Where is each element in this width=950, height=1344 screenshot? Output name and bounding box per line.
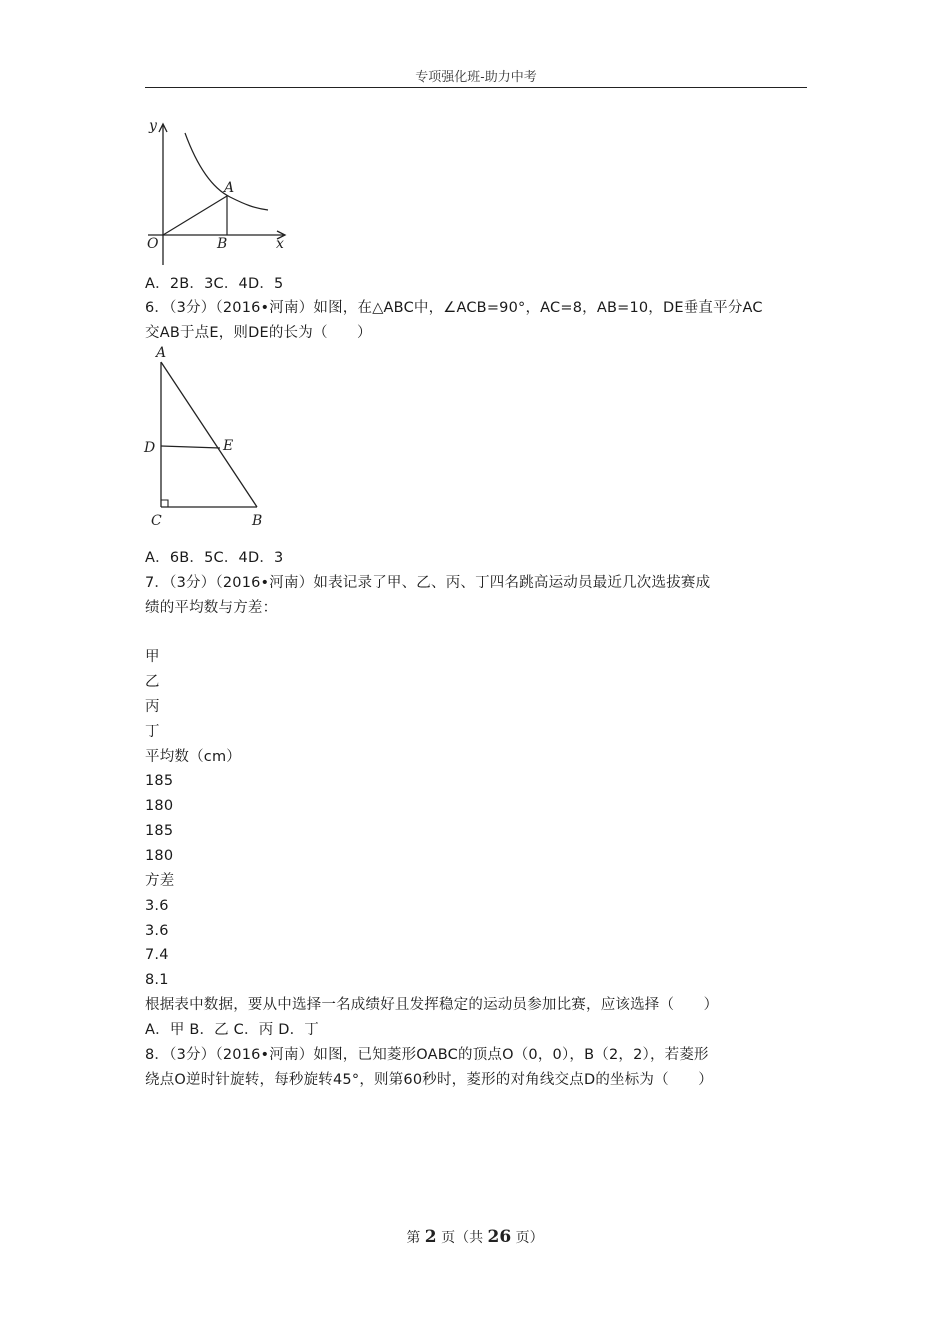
table-cell: 3.6 (145, 898, 169, 914)
table-cell: 甲 (145, 649, 160, 665)
table-cell: 180 (145, 848, 174, 864)
side-ab (161, 362, 257, 507)
table-cell: 7.4 (145, 947, 169, 963)
label-d: D (144, 440, 156, 456)
table-cell: 丙 (145, 699, 160, 715)
table-cell: 丁 (145, 724, 160, 740)
figure-triangle (140, 342, 275, 534)
table-cell: 180 (145, 798, 174, 814)
segment-de (161, 446, 220, 448)
q6-text-line2: 交AB于点E，则DE的长为（ ） (145, 325, 372, 341)
table-cell: 3.6 (145, 923, 169, 939)
label-b: B (217, 236, 228, 252)
table-cell: 185 (145, 823, 174, 839)
footer-total-pages: 26 (487, 1227, 512, 1247)
label-o: O (147, 236, 159, 252)
segment-oa (163, 196, 227, 235)
label-a: A (156, 345, 167, 361)
table-cell: 8.1 (145, 972, 169, 988)
label-c: C (151, 513, 162, 529)
table-cell: 平均数（cm） (145, 749, 241, 765)
q6-options: A．6B．5C．4D．3 (145, 550, 284, 566)
footer-prefix: 第 (406, 1230, 421, 1246)
q6-text-line1: 6．（3分）（2016•河南）如图，在△ABC中，∠ACB=90°，AC=8，AB=10，DE垂直平分AC (145, 300, 763, 316)
label-y: y (149, 118, 157, 134)
right-angle-mark (161, 500, 168, 507)
footer-page-number: 2 (424, 1227, 437, 1247)
q7-question: 根据表中数据，要从中选择一名成绩好且发挥稳定的运动员参加比赛，应该选择（ ） (145, 997, 719, 1013)
q5-options: A．2B．3C．4D．5 (145, 276, 284, 292)
label-b: B (252, 513, 263, 529)
q8-text-line2: 绕点O逆时针旋转，每秒旋转45°，则第60秒时，菱形的对角线交点D的坐标为（ ） (145, 1072, 713, 1088)
page-header: 专项强化班-助力中考 (415, 70, 537, 85)
page-footer (0, 1227, 950, 1247)
figure-hyperbola (140, 115, 300, 270)
label-x: x (276, 236, 284, 252)
q7-options: A．甲 B．乙 C．丙 D．丁 (145, 1022, 319, 1038)
table-cell: 乙 (145, 674, 160, 690)
footer-suffix: 页） (515, 1230, 544, 1246)
table-cell: 185 (145, 773, 174, 789)
table-cell: 方差 (145, 873, 175, 889)
label-e: E (223, 438, 234, 454)
header-rule (145, 87, 807, 88)
q8-text-line1: 8．（3分）（2016•河南）如图，已知菱形OABC的顶点O（0，0），B（2，2），若菱形 (145, 1047, 709, 1063)
footer-middle: 页（共 (441, 1230, 484, 1246)
q7-text-line1: 7．（3分）（2016•河南）如表记录了甲、乙、丙、丁四名跳高运动员最近几次选拔赛成 (145, 575, 711, 591)
label-a: A (224, 180, 235, 196)
q7-text-line2: 绩的平均数与方差： (145, 600, 278, 616)
